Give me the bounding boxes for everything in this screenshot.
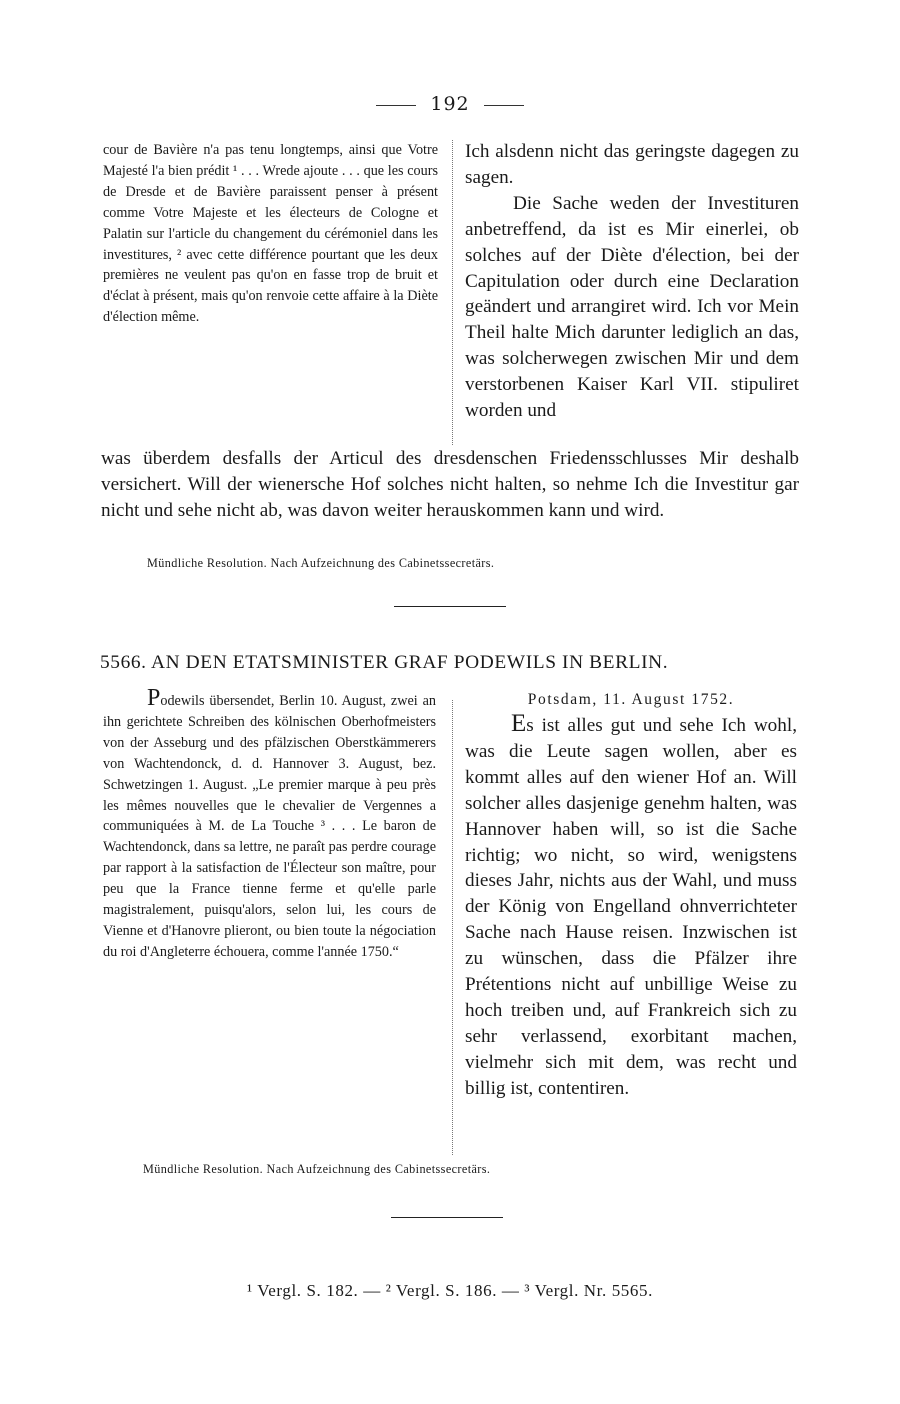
section-separator-top bbox=[394, 606, 506, 607]
page-number: 192 bbox=[430, 93, 470, 115]
doc-source-note: Mündliche Resolution. Nach Aufzeichnung des Cabinetssecretärs. bbox=[143, 1162, 491, 1176]
prev-doc-continuation bbox=[101, 446, 799, 524]
prev-doc-french-excerpt: cour de Bavière n'a pas tenu longtemps, ainsi que Votre Majesté l'a bien prédit ¹ . . . Wrede ajoute . . . que les cours de Dresde et de Bavière paraissent penser à présent comme Votre Majeste et les électeurs de Cologne et Palatin sur l'article du changement du cérémoniel dans les investitures, ² avec cette différence pourtant que les deux premières ne veulent pas qu'on en fasse trop de bruit et d'éclat à présent, mais qu'on renvoie cette affaire à la Diète d'élection même. bbox=[103, 142, 438, 326]
prev-doc-source-note: Mündliche Resolution. Nach Aufzeichnung des Cabinetssecretärs. bbox=[147, 556, 495, 570]
resolution-paragraph bbox=[465, 711, 797, 1102]
document-title: 5566. AN DEN ETATSMINISTER GRAF PODEWILS IN BERLIN. bbox=[100, 652, 669, 673]
doc-right-column bbox=[465, 689, 797, 1102]
prev-doc-right-para1: Ich alsdenn nicht das geringste dagegen zu sagen. bbox=[465, 141, 799, 188]
doc-left-summary bbox=[103, 685, 436, 963]
footnotes: ¹ Vergl. S. 182. — ² Vergl. S. 186. — ³ Vergl. Nr. 5565. bbox=[247, 1281, 653, 1300]
header-rule-right bbox=[484, 105, 524, 106]
place-date: Potsdam, 11. August 1752. bbox=[527, 691, 735, 708]
prev-doc-right-column bbox=[465, 139, 799, 424]
page-header bbox=[0, 93, 900, 115]
prev-doc-right-para2: Die Sache weden der Investituren anbetreffend, da ist es Mir einerlei, ob solches auf der Diète d'élection, bei der Capitulation oder durch eine Declaration geändert und arrangiret wird. Ich vor Mein Theil halte Mich darunter lediglich an das, was solcherwegen zwischen Mir und dem verstorbenen Kaiser Karl VII. stipuliret worden und bbox=[465, 192, 799, 422]
column-divider-upper bbox=[452, 140, 453, 445]
prev-doc-continuation-text: was überdem desfalls der Articul des dresdenschen Friedensschlusses Mir deshalb versichert. Will der wienersche Hof solches nicht halten, so nehme Ich die Investitur gar nicht und sehe nicht ab, was davon weiter herauskommen kann und wird. bbox=[101, 448, 799, 521]
section-separator-bottom bbox=[391, 1217, 503, 1218]
prev-doc-left-excerpt bbox=[103, 140, 438, 328]
column-divider-lower bbox=[452, 700, 453, 1155]
resolution-initial: E bbox=[511, 710, 527, 737]
doc-summary-paragraph bbox=[103, 685, 436, 963]
summary-text: odewils übersendet, Berlin 10. August, zwei an ihn gerichtete Schreiben des kölnischen Oberhofmeisters von der Asseburg und des pfälzischen Oberstkämmerers von Wachtendonck, d. d. Hannover 3. August, bez. Schwetzingen 1. August. „Le premier marque à peu près les mêmes nouvelles que le chevalier de Vergennes a communiquées à M. de La Touche ³ . . . Le baron de Wachtendonck, dans sa lettre, ne paraît pas perdre courage par rapport à la satisfaction de l'Électeur son maître, pour peu que la France tienne ferme et qu'elle parle magistralement, puisqu'alors, selon lui, les cours de Vienne et d'Hanovre plieront, ou bien toute la négociation du roi d'Angleterre échouera, comme l'année 1750.“ bbox=[103, 693, 436, 960]
header-rule-left bbox=[376, 105, 416, 106]
summary-initial: P bbox=[147, 685, 161, 711]
resolution-text: s ist alles gut und sehe Ich wohl, was die Leute sagen wollen, aber es kommt alles auf den wiener Hof an. Will solcher alles dasjenige genehm halten, was Hannover haben will, so ist die Sache richtig; wo nicht, so wird, wenigstens dieses Jahr, nichts aus der Wahl, und muss der König von Engelland ohnverrichteter Sache nach Hause reisen. Inzwischen ist zu wünschen, dass die Pfälzer ihre Prétentions nicht auf unbillige Weise zu hoch treiben und, auf Frankreich sich zu sehr verlassend, exorbitant machen, vielmehr sich mit dem, was recht und billig ist, contentiren. bbox=[465, 715, 797, 1099]
